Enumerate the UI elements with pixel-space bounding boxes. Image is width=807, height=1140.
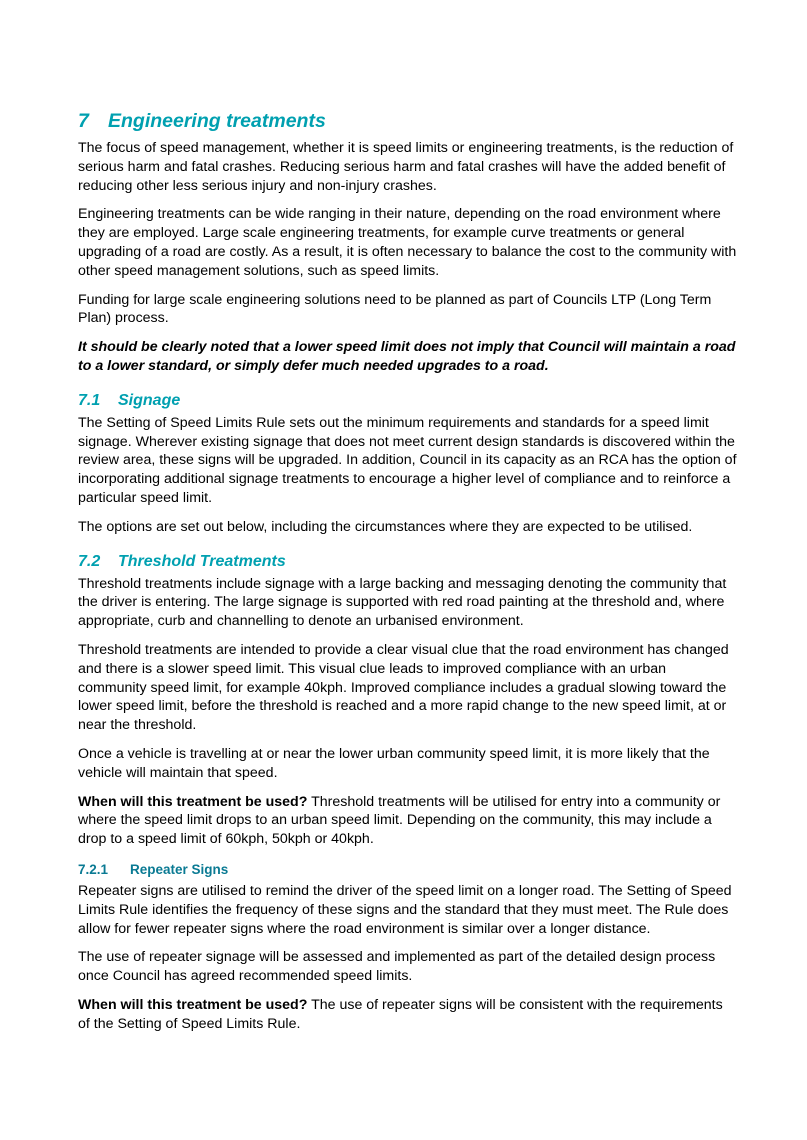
when-used-paragraph <box>78 996 737 1034</box>
section-7-1-heading <box>78 390 737 411</box>
when-used-paragraph <box>78 793 737 849</box>
when-used-label: When will this treatment be used? <box>78 996 308 1013</box>
paragraph: The options are set out below, including the circumstances where they are expected to be utilised. <box>78 518 693 535</box>
paragraph: The focus of speed management, whether it is speed limits or engineering treatments, is the reduction of serious harm and fatal crashes. Reducing serious harm and fatal crashes will have the added benefit of reducing other less serious injury and non-injury crashes. <box>78 140 734 194</box>
when-used-text: Threshold treatments will be utilised for entry into a community or where the speed limit drops to an urban speed limit. Depending on the community, this may include a drop to a speed limit of 60kph, 50kph or 40kph. <box>78 793 721 848</box>
when-used-text: The use of repeater signs will be consistent with the requirements of the Setting of Speed Limits Rule. <box>78 996 723 1032</box>
paragraph: Threshold treatments are intended to provide a clear visual clue that the road environment has changed and there is a slower speed limit. This visual clue leads to improved compliance with an urban community speed limit, for example 40kph. Improved compliance includes a gradual slowing toward the lower speed limit, before the threshold is reached and a more rapid change to the new speed limit, at or near the threshold. <box>78 641 729 734</box>
section-title: Threshold Treatments <box>118 552 286 570</box>
paragraph: The use of repeater signage will be assessed and implemented as part of the detailed design process once Council has agreed recommended speed limits. <box>78 949 716 985</box>
section-number: 7.1 <box>78 391 101 409</box>
section-number: 7.2 <box>78 552 101 570</box>
section-7-2-1-heading <box>78 861 737 879</box>
section-title: Signage <box>118 391 181 409</box>
section-number: 7 <box>78 110 89 132</box>
section-title: Engineering treatments <box>108 110 326 132</box>
section-title: Repeater Signs <box>130 861 229 877</box>
paragraph: Repeater signs are utilised to remind the driver of the speed limit on a longer road. The Setting of Speed Limits Rule identifies the frequency of these signs and the standard that they must meet. The Rule does allow for fewer repeater signs where the road environment is similar over a longer distance. <box>78 882 732 937</box>
paragraph: Engineering treatments can be wide ranging in their nature, depending on the road environment where they are employed. Large scale engineering treatments, for example curve treatments or general upgrading of a road are costly. As a result, it is often necessary to balance the cost to the community with other speed management solutions, such as speed limits. <box>78 206 737 279</box>
section-7-heading <box>78 108 737 134</box>
when-used-label: When will this treatment be used? <box>78 793 308 810</box>
paragraph: Threshold treatments include signage with a large backing and messaging denoting the community that the driver is entering. The large signage is supported with red road painting at the threshold and, where appropriate, curb and channelling to denote an urbanised environment. <box>78 575 727 630</box>
section-number: 7.2.1 <box>78 861 109 877</box>
paragraph: The Setting of Speed Limits Rule sets out the minimum requirements and standards for a speed limit signage. Wherever existing signage that does not meet current design standards is discovered within the review area, these signs will be upgraded. In addition, Council in its capacity as an RCA has the option of incorporating additional signage treatments to encourage a higher level of compliance and to reinforce a particular speed limit. <box>78 414 737 506</box>
paragraph: Funding for large scale engineering solutions need to be planned as part of Councils LTP (Long Term Plan) process. <box>78 291 712 327</box>
paragraph: Once a vehicle is travelling at or near the lower urban community speed limit, it is more likely that the vehicle will maintain that speed. <box>78 745 710 781</box>
emphasis-note: It should be clearly noted that a lower speed limit does not imply that Council will maintain a road to a lower standard, or simply defer much needed upgrades to a road. <box>78 339 736 374</box>
section-7-2-heading <box>78 551 737 572</box>
